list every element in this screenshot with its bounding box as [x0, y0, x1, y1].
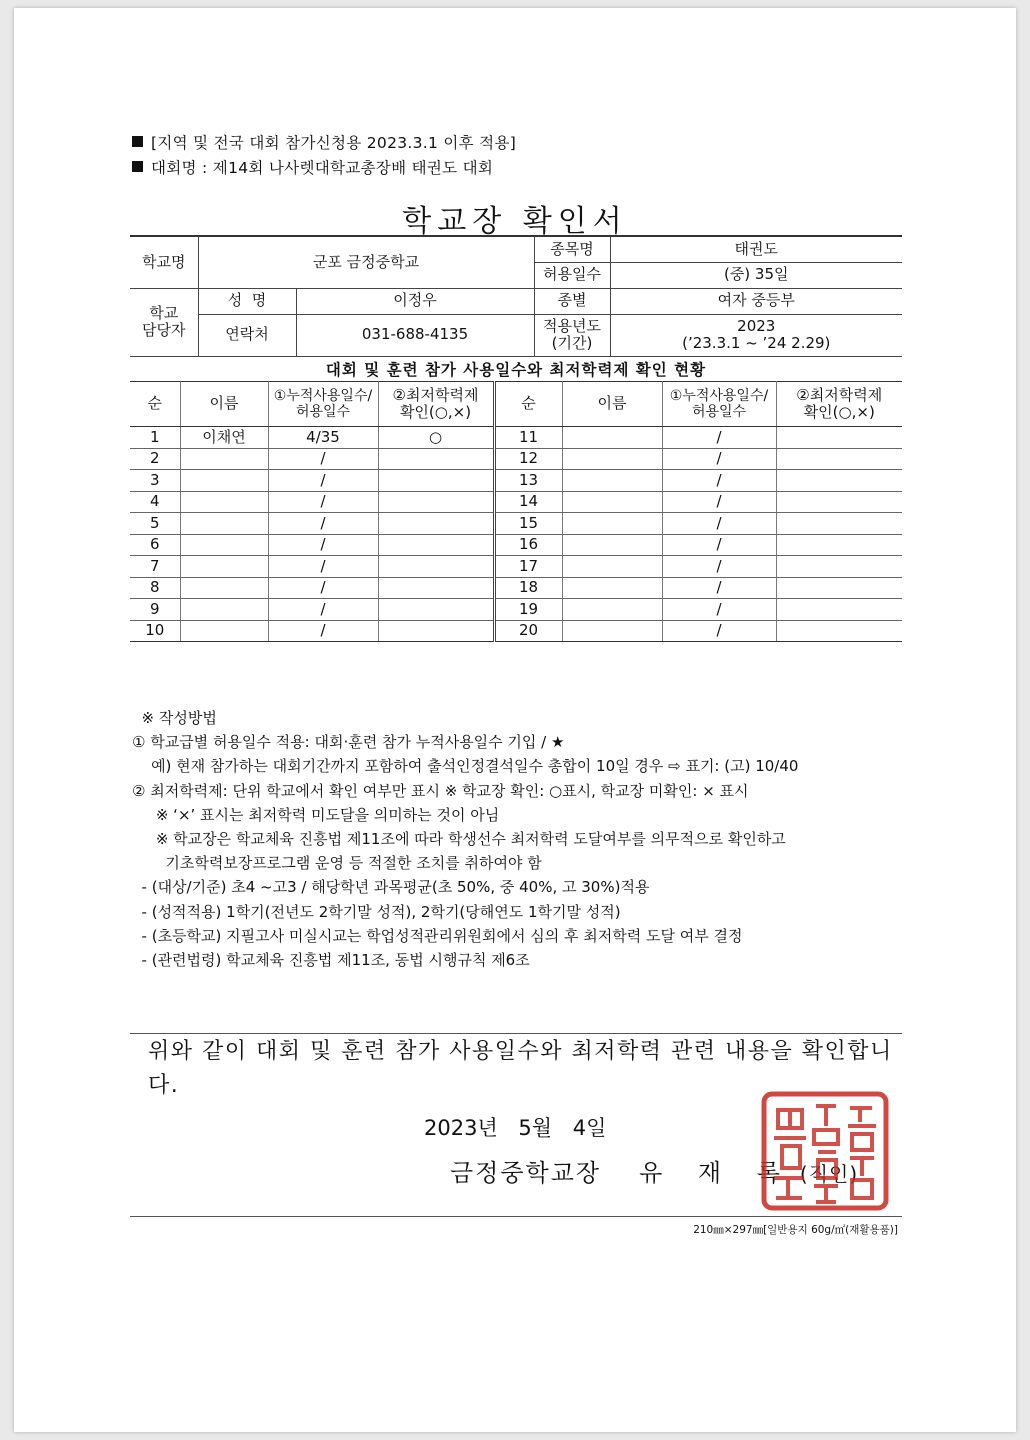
roster-cell-name: [562, 513, 662, 535]
contact-label: 연락처: [198, 314, 296, 356]
roster-cell-no: 1: [130, 427, 180, 449]
col-header-check: ②최저학력제 확인(○,×): [378, 382, 494, 427]
roster-cell-name: [562, 556, 662, 578]
roster-cell-no: 12: [494, 448, 562, 470]
division-label: 종별: [534, 288, 610, 314]
event-label: 종목명: [534, 236, 610, 262]
roster-cell-no: 2: [130, 448, 180, 470]
roster-cell-name: [180, 534, 268, 556]
roster-table: [130, 381, 902, 642]
roster-cell-name: [562, 470, 662, 492]
document-title: 학교장 확인서: [402, 204, 628, 239]
roster-cell-check: [378, 470, 494, 492]
header-event-text: 대회명 : 제14회 나사렛대학교총장배 태권도 대회: [151, 159, 494, 177]
roster-cell-name: 이채연: [180, 427, 268, 449]
roster-cell-days: /: [268, 491, 378, 513]
roster-cell-no: 14: [494, 491, 562, 513]
allowed-days-value: (중) 35일: [610, 262, 902, 288]
roster-cell-check: [378, 513, 494, 535]
table-row: [130, 513, 902, 535]
roster-cell-check: [776, 577, 902, 599]
official-seal-stamp: [760, 1090, 890, 1212]
roster-cell-days: /: [662, 556, 776, 578]
issue-date: 2023년 5월 4일: [424, 1116, 607, 1140]
roster-cell-check: [378, 577, 494, 599]
roster-cell-no: 16: [494, 534, 562, 556]
col-header-days: ①누적사용일수/ 허용일수: [662, 382, 776, 427]
col-header-check: ②최저학력제 확인(○,×): [776, 382, 902, 427]
table-row: [130, 491, 902, 513]
table-row: [130, 620, 902, 642]
table-row: [130, 470, 902, 492]
roster-cell-days: /: [662, 599, 776, 621]
official-seal-label: (직인): [799, 1162, 859, 1186]
table-row: [130, 448, 902, 470]
year-label: 적용년도 (기간): [534, 314, 610, 356]
period-value: (’23.3.1 ~ ’24 2.29): [682, 334, 831, 352]
header-scope-text: [지역 및 전국 대회 참가신청용 2023.3.1 이후 적용]: [151, 134, 517, 152]
contact-value: 031-688-4135: [296, 314, 534, 356]
instruction-line: 예) 현재 참가하는 대회기간까지 포함하여 출석인정결석일수 총합이 10일 경우 ⇨ 표기: (고) 10/40: [132, 757, 799, 776]
roster-cell-no: 6: [130, 534, 180, 556]
roster-cell-check: [776, 599, 902, 621]
roster-cell-no: 10: [130, 620, 180, 642]
roster-cell-name: [562, 534, 662, 556]
instruction-line: - (관련법령) 학교체육 진흥법 제11조, 동법 시행규칙 제6조: [132, 951, 530, 970]
instruction-line: ※ ‘×’ 표시는 최저학력 미도달을 의미하는 것이 아님: [132, 805, 500, 824]
roster-cell-name: [180, 599, 268, 621]
roster-cell-name: [562, 577, 662, 599]
roster-cell-days: /: [268, 470, 378, 492]
division-value: 여자 중등부: [610, 288, 902, 314]
teacher-label: 학교 담당자: [130, 288, 198, 356]
roster-cell-name: [562, 620, 662, 642]
roster-cell-name: [180, 577, 268, 599]
school-value: 군포 금정중학교: [198, 236, 534, 288]
roster-cell-no: 17: [494, 556, 562, 578]
roster-cell-check: ○: [378, 427, 494, 449]
col-header-name: 이름: [562, 382, 662, 427]
year-cell: [610, 314, 902, 356]
roster-cell-check: [776, 620, 902, 642]
roster-cell-check: [378, 620, 494, 642]
roster-cell-no: 18: [494, 577, 562, 599]
instruction-line: - (성적적용) 1학기(전년도 2학기말 성적), 2학기(당해연도 1학기말 성적): [132, 902, 621, 921]
col-header-no: 순: [494, 382, 562, 427]
roster-cell-no: 4: [130, 491, 180, 513]
table-row: [130, 599, 902, 621]
roster-cell-check: [776, 448, 902, 470]
roster-cell-name: [562, 448, 662, 470]
school-label: 학교명: [130, 236, 198, 288]
roster-cell-check: [776, 491, 902, 513]
roster-cell-days: /: [662, 534, 776, 556]
roster-cell-no: 7: [130, 556, 180, 578]
roster-cell-days: /: [268, 556, 378, 578]
roster-cell-name: [180, 620, 268, 642]
roster-cell-name: [180, 513, 268, 535]
col-header-name: 이름: [180, 382, 268, 427]
table-row: [130, 556, 902, 578]
roster-cell-days: /: [662, 513, 776, 535]
instruction-line: ※ 학교장은 학교체육 진흥법 제11조에 따라 학생선수 최저학력 도달여부를 의무적으로 확인하고: [132, 830, 786, 849]
instruction-line: - (초등학교) 지필고사 미실시교는 학업성적관리위원회에서 심의 후 최저학력 도달 여부 결정: [132, 926, 743, 945]
roster-cell-check: [776, 427, 902, 449]
instruction-line: ② 최저학력제: 단위 학교에서 확인 여부만 표시 ※ 학교장 확인: ○표시, 학교장 미확인: × 표시: [132, 781, 749, 800]
table-row: [130, 577, 902, 599]
roster-cell-no: 3: [130, 470, 180, 492]
table-row: [130, 534, 902, 556]
bottom-rule: [130, 1216, 902, 1217]
roster-cell-days: 4/35: [268, 427, 378, 449]
roster-cell-days: /: [662, 577, 776, 599]
name-label: 성 명: [198, 288, 296, 314]
square-bullet-icon: [132, 161, 143, 172]
col-header-days: ①누적사용일수/ 허용일수: [268, 382, 378, 427]
roster-cell-days: /: [662, 427, 776, 449]
roster-cell-check: [378, 491, 494, 513]
instruction-line: ※ 작성방법: [132, 709, 217, 727]
roster-cell-days: /: [268, 534, 378, 556]
roster-cell-days: /: [268, 513, 378, 535]
info-table: [130, 235, 902, 357]
roster-cell-name: [562, 427, 662, 449]
roster-cell-check: [378, 448, 494, 470]
roster-cell-days: /: [662, 470, 776, 492]
roster-cell-name: [180, 448, 268, 470]
top-rule: [130, 1033, 902, 1034]
roster-cell-name: [562, 491, 662, 513]
roster-cell-no: 5: [130, 513, 180, 535]
roster-cell-check: [776, 556, 902, 578]
principal-name: 유 재 록: [639, 1159, 794, 1187]
roster-subtitle: 대회 및 훈련 참가 사용일수와 최저학력제 확인 현황: [325, 361, 707, 379]
roster-cell-no: 20: [494, 620, 562, 642]
event-value: 태권도: [610, 236, 902, 262]
roster-cell-days: /: [268, 620, 378, 642]
roster-cell-no: 11: [494, 427, 562, 449]
principal-title: 금정중학교장: [450, 1159, 602, 1187]
instruction-line: - (대상/기준) 초4 ~고3 / 해당학년 과목평균(초 50%, 중 40%, 고 30%)적용: [132, 878, 650, 897]
instruction-line: 기초학력보장프로그램 운영 등 적절한 조치를 취하여야 함: [132, 854, 542, 873]
instruction-line: ① 학교급별 허용일수 적용: 대회·훈련 참가 누적사용일수 기입 / ★: [132, 733, 565, 752]
roster-cell-name: [180, 491, 268, 513]
roster-cell-check: [776, 470, 902, 492]
roster-cell-no: 8: [130, 577, 180, 599]
roster-cell-days: /: [268, 599, 378, 621]
roster-cell-no: 19: [494, 599, 562, 621]
square-bullet-icon: [132, 136, 143, 147]
roster-cell-check: [378, 599, 494, 621]
header-scope: [132, 131, 516, 153]
roster-cell-name: [180, 470, 268, 492]
roster-cell-days: /: [268, 448, 378, 470]
header-event: [132, 156, 493, 178]
roster-cell-no: 13: [494, 470, 562, 492]
roster-cell-name: [180, 556, 268, 578]
allowed-days-label: 허용일수: [534, 262, 610, 288]
roster-cell-days: /: [662, 448, 776, 470]
paper-spec: 210㎜×297㎜[일반용지 60g/㎡(재활용품)]: [693, 1224, 898, 1236]
roster-cell-no: 15: [494, 513, 562, 535]
roster-cell-check: [378, 556, 494, 578]
writing-instructions: [132, 706, 912, 972]
name-value: 이정우: [296, 288, 534, 314]
roster-cell-name: [562, 599, 662, 621]
roster-cell-no: 9: [130, 599, 180, 621]
table-row: [130, 427, 902, 449]
roster-cell-days: /: [268, 577, 378, 599]
roster-cell-check: [776, 513, 902, 535]
roster-cell-check: [378, 534, 494, 556]
confirmation-text: 위와 같이 대회 및 훈련 참가 사용일수와 최저학력 관련 내용을 확인합니다.: [148, 1039, 893, 1098]
col-header-no: 순: [130, 382, 180, 427]
roster-cell-days: /: [662, 491, 776, 513]
roster-cell-check: [776, 534, 902, 556]
year-value: 2023: [737, 316, 776, 335]
roster-cell-days: /: [662, 620, 776, 642]
